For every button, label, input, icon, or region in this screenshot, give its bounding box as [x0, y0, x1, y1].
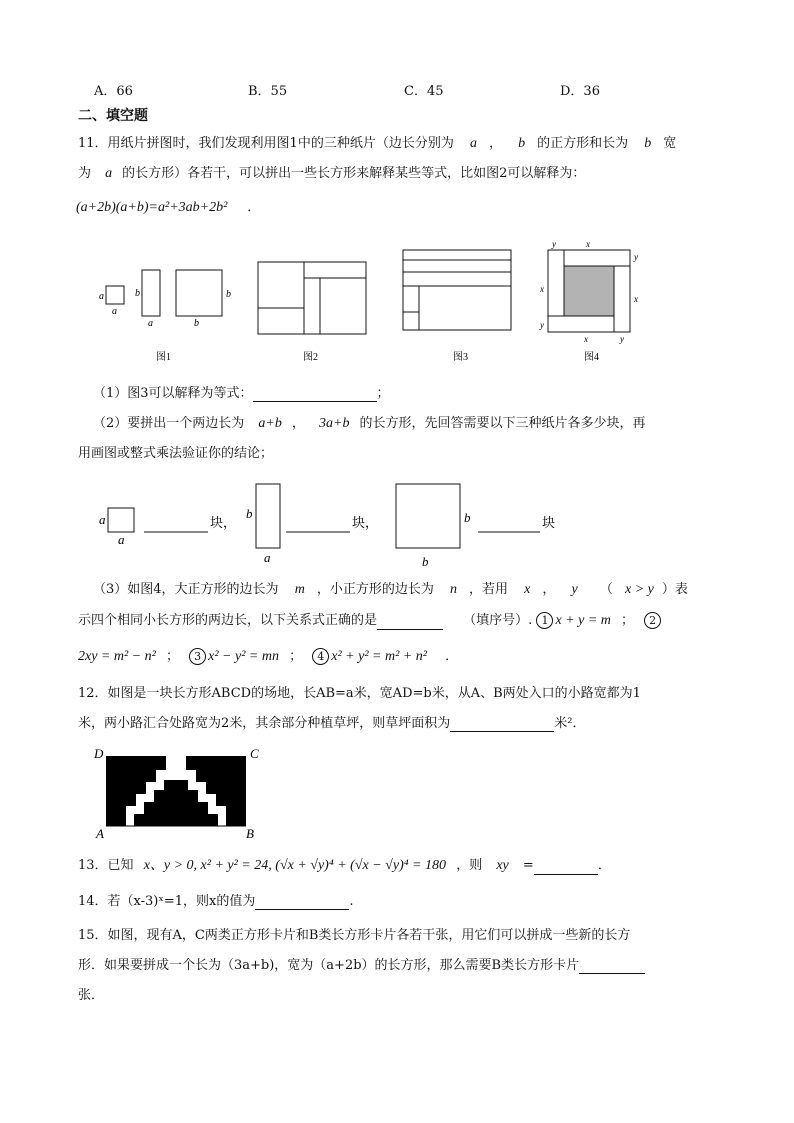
q12-line1: 12．如图是一块长方形ABCD的场地，长AB=a米，宽AD=b米，从A、B两处入口的小路宽都为1 [78, 686, 641, 701]
choice-d: D．36 [560, 84, 600, 99]
svg-text:y: y [552, 240, 556, 249]
q11-part2-pieces [96, 480, 566, 570]
answer-blank [253, 388, 377, 402]
fig3-diagram [403, 250, 511, 330]
choice-b: B．55 [248, 84, 288, 99]
fig1-label-a-rect: a [148, 318, 153, 329]
fig3-caption: 图3 [453, 352, 468, 363]
q11-part3-line3: 2xy = m² − n² ； 3 x² − y² = mn ； 4 x² + y² = m² + n² ． [78, 649, 459, 664]
q15-line3: 张． [78, 988, 105, 1003]
fig2-caption: 图2 [303, 352, 318, 363]
fig1-caption: 图1 [156, 352, 171, 363]
fig1-label-b-square: b [226, 289, 231, 300]
fig1-label-a-bottom: a [112, 306, 117, 317]
svg-text:a: a [99, 512, 106, 527]
svg-text:x: x [540, 284, 544, 294]
svg-text:y: y [634, 252, 638, 262]
q13: 13．已知 x、y > 0, x² + y² = 24, (√x + √y)⁴ + (√x − √y)⁴ = 180 ，则 xy = ． [78, 858, 611, 873]
q12-field-diagram [90, 744, 270, 840]
svg-text:x: x [586, 240, 590, 249]
q14: 14．若（x-3)ˣ=1，则x的值为 . [78, 894, 354, 909]
svg-text:a: a [264, 550, 271, 565]
circle-number-4: 4 [312, 648, 329, 665]
fig1-label-b-rect: b [135, 288, 140, 299]
q11-line2: 为 a 的长方形）各若干，可以拼出一些长方形来解释某些等式，比如图2可以解释为： [78, 166, 586, 181]
q15-line1: 15．如图，现有A，C两类正方形卡片和B类长方形卡片各若干张，用它们可以拼成一些新的长方 [78, 928, 631, 943]
circle-number-1: 1 [536, 612, 553, 629]
section-title: 二、填空题 [78, 108, 148, 124]
q15-line2: 形．如果要拼成一个长为（3a+b)，宽为（a+2b）的长方形，那么需要B类长方形卡片 [78, 958, 645, 974]
q11-line1: 11．用纸片拼图时，我们发现利用图1中的三种纸片（边长分别为 a ， b 的正方形和长为 b 宽 [78, 136, 677, 151]
fig1-diagram [99, 270, 231, 329]
svg-text:b: b [422, 554, 429, 569]
fig1-label-b-bottom: b [194, 318, 199, 329]
choice-a: A．66 [94, 84, 133, 99]
q12-line2: 米，两小路汇合处路宽为2米，其余部分种植草坪，则草坪面积为 米²． [78, 716, 586, 731]
svg-text:y: y [620, 334, 624, 344]
svg-text:A: A [96, 826, 104, 840]
svg-text:a: a [118, 532, 125, 547]
svg-text:b: b [246, 506, 253, 521]
fig4-diagram [539, 240, 638, 344]
svg-text:C: C [250, 746, 259, 761]
fig1-label-a-side: a [99, 291, 104, 302]
q11-equation: (a+2b)(a+b)=a²+3ab+2b² ． [76, 200, 261, 215]
svg-text:y: y [540, 320, 544, 330]
circle-number-2: 2 [644, 612, 661, 629]
q11-figures [90, 240, 650, 370]
q11-part3-line2: 示四个相同小长方形的两边长，以下关系式正确的是 （填序号）. 1 x + y = m ； 2 [78, 612, 663, 630]
kuai-1: 块， [210, 515, 237, 530]
svg-text:x: x [634, 294, 638, 304]
choice-c: C．45 [404, 84, 444, 99]
svg-text:B: B [246, 826, 254, 840]
fig4-caption: 图4 [584, 352, 599, 363]
svg-text:b: b [464, 510, 471, 525]
kuai-3: 块 [542, 515, 556, 530]
fig2-diagram [258, 262, 366, 334]
circle-number-3: 3 [189, 648, 206, 665]
kuai-2: 块， [352, 515, 379, 530]
svg-text:x: x [584, 334, 588, 344]
q11-part1: （1）图3可以解释为等式： ； [93, 386, 390, 401]
q11-part3: （3）如图4，大正方形的边长为 m ，小正方形的边长为 n ，若用 x ， y （ x > y ）表 [93, 582, 688, 597]
q11-part2: （2）要拼出一个两边长为 a+b ， 3a+b 的长方形，先回答需要以下三种纸片各多少块，再 [93, 416, 646, 431]
q11-part2-line2: 用画图或整式乘法验证你的结论； [78, 446, 274, 461]
svg-text:D: D [94, 746, 104, 761]
